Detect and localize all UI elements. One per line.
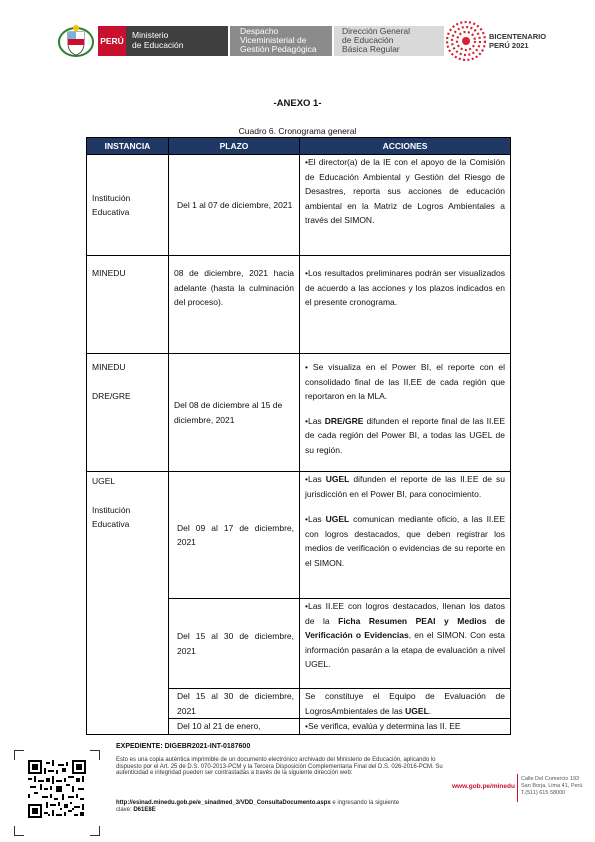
plazo-cell: Del 10 al 21 de enero, bbox=[169, 719, 300, 735]
ministerio-label: Ministerio de Educación bbox=[126, 26, 228, 56]
accion-cell: •Las II.EE con logros destacados, llenan los datos de la Ficha Resumen PEAI y Medios de Verificación o Evidencias, en el SIMON. Con esta información pasarán a la etapa de evaluación a nivel UGEL. bbox=[300, 599, 511, 689]
authenticity-note: Esto es una copia auténtica imprimible de un documento electrónico archivado del Ministerio de Educación, aplicando lo dispuesto por el Art. 25 de D.S. 070-2013-PCM y la Tercera Disposición Complementaria Final del D.S. 026-2016-PCM. Su autenticidad e integridad pueden ser contrastadas a través de la siguiente dirección web: bbox=[116, 757, 443, 777]
page-header bbox=[58, 16, 577, 64]
corner-mark bbox=[90, 750, 100, 760]
instancia-cell: MINEDU DRE/GRE bbox=[87, 354, 169, 472]
website-link[interactable]: www.gob.pe/minedu bbox=[452, 783, 515, 790]
table-row bbox=[87, 472, 511, 599]
plazo-cell: Del 1 al 07 de diciembre, 2021 bbox=[169, 155, 300, 256]
accion-cell: •Se verifica, evalúa y determina las II. EE bbox=[300, 719, 511, 735]
column-header-acciones: ACCIONES bbox=[300, 138, 511, 155]
bicentenario-logo-icon bbox=[445, 20, 487, 62]
annex-title: -ANEXO 1- bbox=[273, 98, 322, 109]
table-caption: Cuadro 6. Cronograma general bbox=[238, 126, 357, 136]
verification-text: http://esinad.minedu.gob.pe/e_sinadmed_3/VDD_ConsultaDocumento.aspx e ingresando la siguiente clave: D61E8E bbox=[116, 800, 400, 813]
accion-item: •Las UGEL comunican mediante oficio, a las II.EE con logros destacados, que deben registrar los medios de verificación o evidencias de su reporte en el SIMON. bbox=[305, 514, 505, 568]
accion-cell bbox=[300, 472, 511, 599]
plazo-cell: Del 15 al 30 de diciembre, 2021 bbox=[169, 599, 300, 689]
instancia-cell: MINEDU bbox=[87, 256, 169, 354]
address-block: Calle Del Comercio 193 San Borja, Lima 41, Perú T.(511) 615 58000 bbox=[521, 776, 583, 796]
plazo-cell: Del 09 al 17 de diciembre, 2021 bbox=[169, 472, 300, 599]
table-row bbox=[87, 354, 511, 472]
bicentenario-label: BICENTENARIO PERÚ 2021 bbox=[489, 32, 547, 50]
column-header-instancia: INSTANCIA bbox=[87, 138, 169, 155]
footer-divider bbox=[517, 774, 518, 802]
accion-item: •Las DRE/GRE difunden el reporte final de las II.EE de cada región del Power BI, a todas las UGEL de su región. bbox=[305, 415, 506, 455]
despacho-label: Despacho Viceministerial de Gestión Pedagógica bbox=[230, 26, 332, 56]
accion-item: •Las UGEL difunden el reporte de las II.EE de su jurisdicción en el Power BI, para conocimiento. bbox=[305, 474, 506, 499]
accion-item: • Se visualiza en el Power BI, el reporte con el consolidado final de las II.EE de cada región que reportaron en la MLA. bbox=[305, 362, 505, 401]
accion-cell: Se constituye el Equipo de Evaluación de LogrosAmbientales de las UGEL. bbox=[300, 689, 511, 719]
peru-coat-of-arms-icon bbox=[58, 22, 94, 60]
table-row bbox=[87, 155, 511, 256]
corner-mark bbox=[14, 826, 24, 836]
accion-cell: •Los resultados preliminares podrán ser visualizados de acuerdo a las acciones y los plazos indicados en el presente cronograma. bbox=[300, 256, 511, 354]
verification-link[interactable]: http://esinad.minedu.gob.pe/e_sinadmed_3/VDD_ConsultaDocumento.aspx bbox=[116, 800, 331, 806]
page-footer bbox=[0, 742, 595, 842]
table-row bbox=[87, 256, 511, 354]
plazo-cell: Del 15 al 30 de diciembre, 2021 bbox=[169, 689, 300, 719]
direccion-label: Dirección General de Educación Básica Regular bbox=[334, 26, 444, 56]
instancia-cell: Institución Educativa bbox=[87, 155, 169, 256]
accion-cell: •El director(a) de la IE con el apoyo de la Comisión de Educación Ambiental y Gestión del Riesgo de Desastres, reporta sus acciones de educación ambiental en la Matriz de Logros Ambientales a través del SIMON. bbox=[300, 155, 511, 256]
corner-mark bbox=[90, 826, 100, 836]
plazo-cell: 08 de diciembre, 2021 hacia adelante (hasta la culminación del proceso). bbox=[169, 256, 300, 354]
qr-code-icon bbox=[28, 760, 86, 818]
schedule-table bbox=[86, 137, 511, 735]
plazo-cell: Del 08 de diciembre al 15 de diciembre, 2021 bbox=[169, 354, 300, 472]
peru-brand-label: PERÚ bbox=[98, 26, 126, 56]
column-header-plazo: PLAZO bbox=[169, 138, 300, 155]
corner-mark bbox=[14, 750, 24, 760]
verification-key: D61E8E bbox=[133, 807, 156, 813]
expediente-label: EXPEDIENTE: DIGEBR2021-INT-0187600 bbox=[116, 743, 251, 750]
accion-cell bbox=[300, 354, 511, 472]
instancia-cell: UGEL Institución Educativa bbox=[87, 472, 169, 735]
table-header-row bbox=[87, 138, 511, 155]
